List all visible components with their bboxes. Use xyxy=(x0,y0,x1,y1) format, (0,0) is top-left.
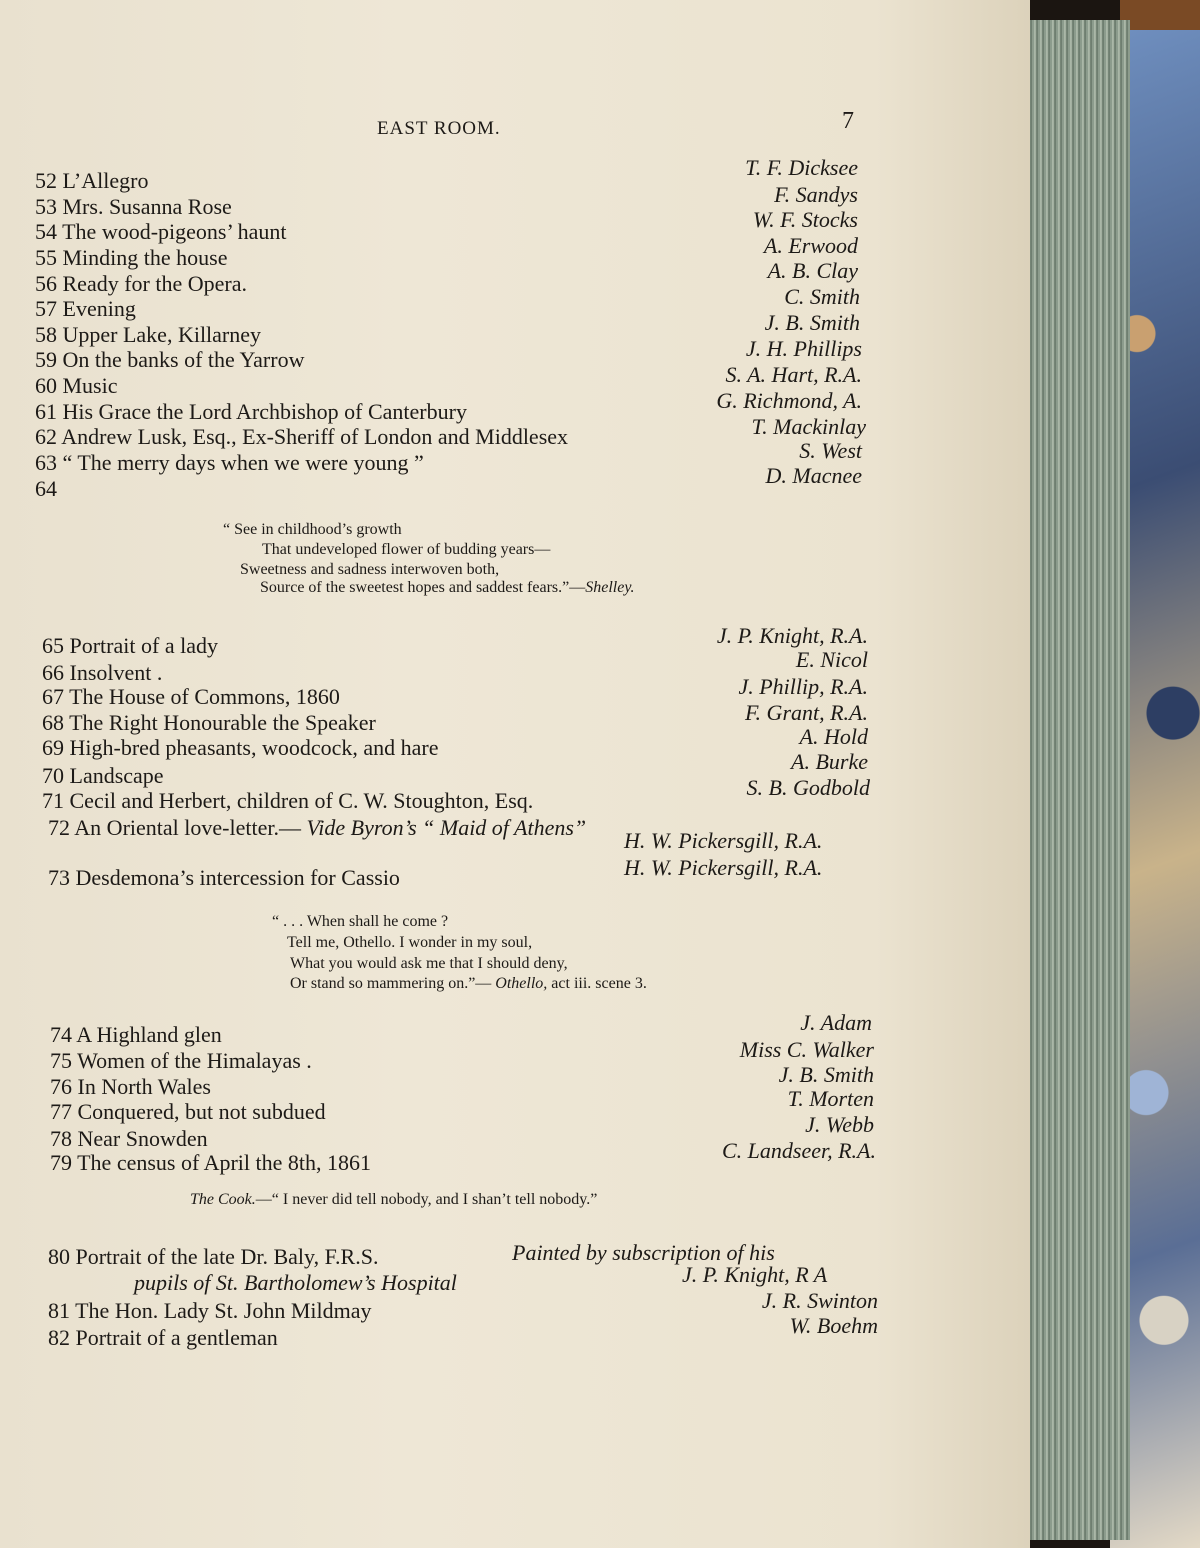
quote-line-last: Or stand so mammering on.”— Othello, act iii. scene 3. xyxy=(290,975,647,992)
catalogue-entry xyxy=(42,788,533,813)
catalogue-entry xyxy=(50,1099,326,1124)
catalogue-entry xyxy=(35,245,228,270)
catalogue-entry xyxy=(50,1048,312,1073)
entry-note: Vide Byron’s “ Maid of Athens” xyxy=(306,815,587,840)
entry-number: 69 xyxy=(42,735,64,760)
catalogue-entry xyxy=(35,296,136,321)
entry-artist: T. F. Dicksee xyxy=(745,155,858,180)
entry-number: 82 xyxy=(48,1325,70,1350)
entry-number: 59 xyxy=(35,347,57,372)
catalogue-entry xyxy=(48,1244,378,1269)
quote-line: That undeveloped flower of budding years— xyxy=(262,541,551,558)
entry-title: Mrs. Susanna Rose xyxy=(62,194,232,219)
entry-artist: W. F. Stocks xyxy=(752,207,858,232)
catalogue-entry xyxy=(50,1074,211,1099)
catalogue-entry xyxy=(42,633,218,658)
catalogue-entry xyxy=(35,194,232,219)
entry-number: 73 xyxy=(48,865,70,890)
entry-artist: J. R. Swinton xyxy=(761,1288,878,1313)
quote-speaker: The Cook. xyxy=(190,1191,256,1208)
entry-number: 79 xyxy=(50,1150,72,1175)
entry-number: 56 xyxy=(35,271,57,296)
entry-number: 72 xyxy=(48,815,70,840)
entry-number: 78 xyxy=(50,1126,72,1151)
entry-note-2: pupils of St. Bartholomew’s Hospital xyxy=(134,1270,457,1295)
entry-title: Upper Lake, Killarney xyxy=(62,322,262,347)
quote-attribution: Shelley. xyxy=(585,579,635,596)
catalogue-entry xyxy=(50,1126,208,1151)
quote-attribution: Othello, xyxy=(495,975,548,992)
catalogue-entry xyxy=(48,1325,278,1350)
catalogue-entry xyxy=(48,1298,371,1323)
entry-title: Desdemona’s intercession for Cassio xyxy=(75,865,400,890)
entry-number: 74 xyxy=(50,1022,72,1047)
entry-artist: T. Mackinlay xyxy=(751,414,866,439)
catalogue-entry xyxy=(35,450,424,475)
entry-title: Minding the house xyxy=(62,245,228,270)
quote-line: Sweetness and sadness interwoven both, xyxy=(240,561,500,578)
entry-title: Cecil and Herbert, children of C. W. Stoughton, Esq. xyxy=(69,788,534,813)
entry-title: L’Allegro xyxy=(62,168,149,193)
entry-artist: T. Morten xyxy=(787,1086,874,1111)
entry-title: Ready for the Opera. xyxy=(62,271,247,296)
entry-title: Portrait of a lady xyxy=(69,633,218,658)
entry-number: 80 xyxy=(48,1244,70,1269)
entry-number: 76 xyxy=(50,1074,72,1099)
entry-number: 61 xyxy=(35,399,57,424)
entry-number: 53 xyxy=(35,194,57,219)
entry-artist: Miss C. Walker xyxy=(739,1037,874,1062)
catalogue-entry xyxy=(50,1022,222,1047)
entry-artist: S. West xyxy=(799,438,862,463)
entry-title: Andrew Lusk, Esq., Ex-Sheriff of London and Middlesex xyxy=(61,424,569,449)
entry-number: 62 xyxy=(35,424,57,449)
catalogue-entry xyxy=(35,373,118,398)
entry-title: Landscape xyxy=(69,763,164,788)
entry-number: 77 xyxy=(50,1099,72,1124)
entry-number: 63 xyxy=(35,450,57,475)
entry-title: The Hon. Lady St. John Mildmay xyxy=(75,1298,372,1323)
entry-note: Painted by subscription of his xyxy=(512,1240,775,1265)
entry-artist: J. H. Phillips xyxy=(745,336,862,361)
entry-title: In North Wales xyxy=(77,1074,211,1099)
catalogue-entry xyxy=(35,168,148,193)
entry-number: 54 xyxy=(35,219,57,244)
catalogue-entry xyxy=(35,476,57,501)
catalogue-entry xyxy=(35,347,304,372)
entry-artist: A. B. Clay xyxy=(767,258,858,283)
entry-artist: S. A. Hart, R.A. xyxy=(725,362,862,387)
entry-title: An Oriental love-letter.— xyxy=(74,815,301,840)
entry-title: His Grace the Lord Archbishop of Canterbury xyxy=(62,399,467,424)
entry-title: The wood-pigeons’ haunt xyxy=(62,219,287,244)
quote-line: What you would ask me that I should deny, xyxy=(290,955,568,972)
entry-title: The Right Honourable the Speaker xyxy=(69,710,376,735)
entry-artist: E. Nicol xyxy=(795,647,868,672)
entry-artist: H. W. Pickersgill, R.A. xyxy=(624,828,823,853)
entry-number: 68 xyxy=(42,710,64,735)
entry-number: 60 xyxy=(35,373,57,398)
catalogue-entry xyxy=(48,865,400,890)
entry-number: 65 xyxy=(42,633,64,658)
binding-leather xyxy=(1120,0,1200,30)
entry-number: 57 xyxy=(35,296,57,321)
entry-number: 75 xyxy=(50,1048,72,1073)
entry-artist: H. W. Pickersgill, R.A. xyxy=(624,855,823,880)
page-number: 7 xyxy=(842,108,854,134)
running-head: EAST ROOM. xyxy=(377,118,501,139)
entry-artist: J. P. Knight, R.A. xyxy=(716,623,868,648)
entry-number: 66 xyxy=(42,660,64,685)
catalogue-entry xyxy=(35,322,261,347)
catalogue-entry xyxy=(35,399,467,424)
quote-line-last: Source of the sweetest hopes and saddest fears.”—Shelley. xyxy=(260,579,635,596)
entry-artist: F. Sandys xyxy=(774,182,858,207)
catalogue-entry xyxy=(42,735,438,760)
entry-title: Women of the Himalayas . xyxy=(77,1048,312,1073)
entry-artist: F. Grant, R.A. xyxy=(744,700,868,725)
catalogue-entry xyxy=(50,1150,371,1175)
catalogue-entry xyxy=(42,710,376,735)
entry-title: Evening xyxy=(62,296,136,321)
entry-title: A Highland glen xyxy=(76,1022,222,1047)
page-fore-edge xyxy=(1015,20,1130,1540)
entry-artist: J. B. Smith xyxy=(764,310,860,335)
quote-line: Tell me, Othello. I wonder in my soul, xyxy=(287,934,533,951)
catalogue-entry xyxy=(35,271,247,296)
entry-artist: W. Boehm xyxy=(789,1313,878,1338)
entry-title: Portrait of a gentleman xyxy=(75,1325,278,1350)
entry-artist: J. Phillip, R.A. xyxy=(738,674,868,699)
entry-title: Near Snowden xyxy=(77,1126,208,1151)
entry-title: “ The merry days when we were young ” xyxy=(62,450,424,475)
entry-title: On the banks of the Yarrow xyxy=(62,347,305,372)
entry-number: 81 xyxy=(48,1298,70,1323)
quote-line: “ . . . When shall he come ? xyxy=(272,913,449,930)
entry-artist: J. Webb xyxy=(805,1112,874,1137)
entry-artist: G. Richmond, A. xyxy=(716,388,862,413)
entry-number: 58 xyxy=(35,322,57,347)
entry-number: 52 xyxy=(35,168,57,193)
entry-artist: J. Adam xyxy=(800,1010,872,1035)
entry-number: 70 xyxy=(42,763,64,788)
entry-title: The census of April the 8th, 1861 xyxy=(77,1150,372,1175)
entry-artist: S. B. Godbold xyxy=(746,775,870,800)
entry-artist: J. P. Knight, R A xyxy=(682,1262,828,1287)
entry-artist: D. Macnee xyxy=(765,463,862,488)
entry-artist: A. Erwood xyxy=(763,233,858,258)
entry-title: Music xyxy=(62,373,118,398)
entry-artist: C. Landseer, R.A. xyxy=(722,1138,876,1163)
entry-number: 64 xyxy=(35,476,57,501)
quote-cook: The Cook.—“ I never did tell nobody, and I shan’t tell nobody.” xyxy=(190,1191,598,1208)
catalogue-entry xyxy=(42,684,340,709)
catalogue-entry xyxy=(35,424,568,449)
catalogue-entry xyxy=(42,660,162,685)
entry-artist: A. Burke xyxy=(791,749,868,774)
quote-line: “ See in childhood’s growth xyxy=(223,521,402,538)
entry-number: 55 xyxy=(35,245,57,270)
entry-artist: A. Hold xyxy=(799,724,868,749)
catalogue-entry xyxy=(48,815,586,840)
entry-artist: C. Smith xyxy=(784,284,860,309)
catalogue-entry xyxy=(35,219,287,244)
entry-title: Insolvent . xyxy=(69,660,163,685)
entry-title: Portrait of the late Dr. Baly, F.R.S. xyxy=(75,1244,379,1269)
entry-title: Conquered, but not subdued xyxy=(77,1099,326,1124)
entry-number: 67 xyxy=(42,684,64,709)
entry-artist: J. B. Smith xyxy=(778,1062,874,1087)
catalogue-entry xyxy=(42,763,164,788)
entry-number: 71 xyxy=(42,788,64,813)
entry-title: The House of Commons, 1860 xyxy=(69,684,340,709)
entry-title: High-bred pheasants, woodcock, and hare xyxy=(69,735,439,760)
